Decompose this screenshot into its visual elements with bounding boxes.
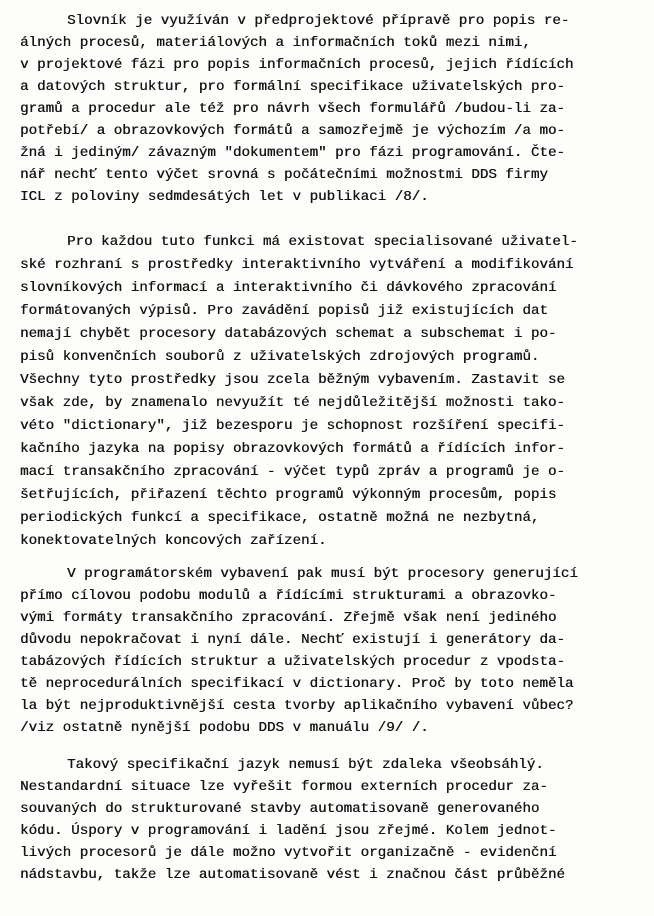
- text-line: tabázových řídících struktur a uživatelských procedur z vpodsta-: [20, 654, 565, 670]
- text-line: formátovaných výpisů. Pro zavádění popisů již existujících dat: [20, 303, 548, 319]
- text-line: tě neprocedurálních specifikací v dictionary. Proč by toto neměla: [20, 676, 574, 692]
- text-line: šetřujících, přiřazení těchto programů výkonným procesům, popis: [20, 487, 557, 503]
- text-line: /viz ostatně nynější podobu DDS v manuálu /9/ /.: [20, 720, 429, 736]
- text-line: kačního jazyka na popisy obrazovkových formátů a řídících infor-: [20, 441, 565, 457]
- text-line: vými formáty transakčního zpracování. Zřejmě však není jediného: [20, 610, 557, 626]
- text-line: Takový specifikační jazyk nemusí být zdaleka všeobsáhlý.: [67, 757, 544, 773]
- text-line: ICL z poloviny sedmdesátých let v publikaci /8/.: [20, 189, 429, 205]
- text-line: v projektové fázi pro popis informačních procesů, jejich řídících: [20, 57, 574, 73]
- text-line: souvaných do strukturované stavby automatisovaně generovaného: [20, 801, 540, 817]
- text-line: přímo cílovou podobu modulů a řídícími strukturami a obrazovko-: [20, 588, 557, 604]
- text-line: potřebí/ a obrazovkových formátů a samozřejmě je výchozím /a mo-: [20, 123, 565, 139]
- text-line: Slovník je využíván v předprojektové přípravě pro popis re-: [67, 13, 570, 29]
- text-line: a datových struktur, pro formální specifikace uživatelských pro-: [20, 79, 565, 95]
- text-line: konektovatelných koncových zařízení.: [20, 533, 327, 549]
- text-line: nář nechť tento výčet srovná s počátečními možnostmi DDS firmy: [20, 167, 548, 183]
- text-line: Pro každou tuto funkci má existovat specialisované uživatel-: [67, 234, 578, 250]
- text-line: álných procesů, materiálových a informačních toků mezi nimi,: [20, 35, 531, 51]
- text-line: žná i jediným/ závazným "dokumentem" pro fázi programování. Čte-: [20, 145, 565, 161]
- text-line: mací transakčního zpracování - výčet typů zpráv a programů je o-: [20, 464, 565, 480]
- text-line: Nestandardní situace lze vyřešit formou externích procedur za-: [20, 779, 548, 795]
- text-line: Všechny tyto prostředky jsou zcela běžným vybavením. Zastavit se: [20, 372, 565, 388]
- text-line: gramů a procedur ale též pro návrh všech formulářů /budou-li za-: [20, 101, 565, 117]
- text-line: slovníkových informací a interaktivního či dávkového zpracování: [20, 280, 557, 296]
- text-line: periodických funkcí a specifikace, ostatně možná ne nezbytná,: [20, 510, 540, 526]
- text-line: nádstavbu, takže lze automatisovaně vést i značnou část průběžné: [20, 867, 565, 883]
- text-line: důvodu nepokračovat i nyní dále. Nechť existují i generátory da-: [20, 632, 565, 648]
- text-line: V programátorském vybavení pak musí být procesory generující: [67, 566, 578, 582]
- text-line: ské rozhraní s prostředky interaktivního vytváření a modifikování: [20, 257, 574, 273]
- text-line: la být nejproduktivnější cesta tvorby aplikačního vybavení vůbec?: [20, 698, 574, 714]
- text-line: livých procesorů je dále možno vytvořit organizačně - evidenční: [20, 845, 557, 861]
- text-line: však zde, by znamenalo nevyužít té nejdůležitější možnosti tako-: [20, 395, 565, 411]
- text-line: nemají chybět procesory databázových schemat a subschemat i po-: [20, 326, 557, 342]
- text-line: pisů konvenčních souborů z uživatelských zdrojových programů.: [20, 349, 540, 365]
- text-line: kódu. Úspory v programování i ladění jsou zřejmé. Kolem jednot-: [20, 823, 557, 839]
- text-line: véto "dictionary", již bezesporu je schopnost rozšíření specifi-: [20, 418, 565, 434]
